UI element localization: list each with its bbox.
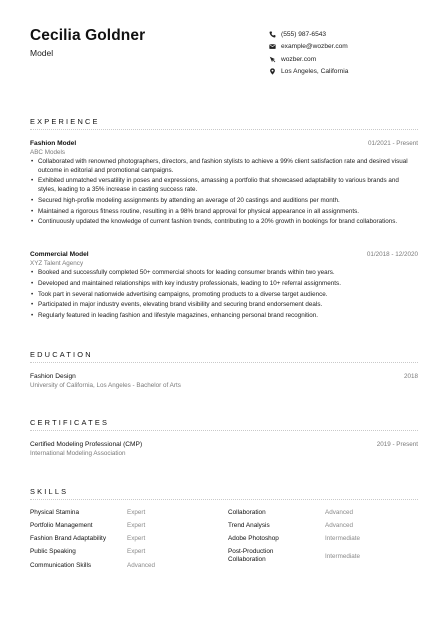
skill-name: Collaboration	[228, 509, 266, 516]
certificate-issuer: International Modeling Association	[30, 450, 126, 457]
list-item: • Took part in several nationwide advertising campaigns, promoting products to a diverse target audience.	[30, 291, 410, 300]
candidate-role: Model	[30, 48, 54, 58]
experience-divider	[30, 129, 418, 130]
link-icon	[268, 55, 276, 63]
skill-name: Adobe Photoshop	[228, 535, 279, 542]
education-date: 2018	[403, 373, 418, 380]
list-item: • Secured high-profile modeling assignments by attending an average of 20 castings and auditions per month.	[30, 197, 410, 206]
email-icon	[268, 43, 276, 51]
skill-level: Intermediate	[325, 553, 361, 560]
skills-divider	[30, 499, 418, 500]
certificates-heading: CERTIFICATES	[30, 418, 110, 427]
job-company-1: ABC Models	[30, 149, 65, 156]
skill-level: Expert	[127, 548, 146, 555]
education-divider	[30, 362, 418, 363]
skill-name: Post-Production Collaboration	[228, 548, 274, 563]
certificate-date: 2019 - Present	[376, 441, 418, 448]
contact-website	[268, 53, 348, 66]
education-school: University of California, Los Angeles - Bachelor of Arts	[30, 382, 181, 389]
job-title-1: Fashion Model	[30, 140, 77, 147]
skill-level: Advanced	[127, 562, 156, 569]
skill-name: Portfolio Management	[30, 522, 93, 529]
contact-location-text: Los Angeles, California	[281, 68, 349, 76]
contact-email-text[interactable]: example@wozber.com	[281, 43, 348, 51]
education-degree: Fashion Design	[30, 373, 76, 380]
phone-icon	[268, 30, 276, 38]
list-item: • Booked and successfully completed 50+ commercial shoots for leading consumer brands within two years.	[30, 269, 410, 278]
list-item: • Developed and maintained relationships with key industry professionals, leading to 10+ referral assignments.	[30, 280, 410, 289]
contact-phone-text[interactable]: (555) 987-6543	[281, 30, 327, 38]
skill-level: Advanced	[325, 522, 354, 529]
contact-list	[268, 28, 348, 78]
skill-level: Intermediate	[325, 535, 361, 542]
contact-website-text[interactable]: wozber.com	[281, 55, 317, 63]
skill-level: Advanced	[325, 509, 354, 516]
list-item: • Regularly featured in leading fashion and lifestyle magazines, enhancing personal brand recognition.	[30, 312, 410, 321]
list-item: • Maintained a rigorous fitness routine, resulting in a 98% brand approval for physical appearance in all assignments.	[30, 208, 410, 217]
candidate-name: Cecilia Goldner	[30, 27, 146, 44]
experience-heading: EXPERIENCE	[30, 117, 100, 126]
skills-heading: SKILLS	[30, 487, 69, 496]
list-item: • Exhibited unmatched versatility in poses and expressions, amassing a portfolio that showcased adaptability to various brands and styles, leading to a 35% increase in casting success rate.	[30, 177, 410, 194]
skill-name: Trend Analysis	[228, 522, 270, 529]
location-icon	[268, 68, 276, 76]
contact-location	[268, 66, 348, 79]
list-item: • Collaborated with renowned photographers, directors, and fashion stylists to achieve a 99% client satisfaction rate and desired visual outcome in editorial and promotional campaigns.	[30, 158, 410, 175]
skill-name: Communication Skills	[30, 562, 92, 569]
job-bullets-2	[30, 269, 410, 323]
skill-level: Expert	[127, 522, 146, 529]
skill-level: Expert	[127, 535, 146, 542]
job-company-2: XYZ Talent Agency	[30, 260, 84, 267]
certificates-divider	[30, 430, 418, 431]
contact-email	[268, 41, 348, 54]
job-date-2: 01/2018 - 12/2020	[366, 251, 418, 258]
certificate-name: Certified Modeling Professional (CMP)	[30, 441, 143, 448]
skill-name: Fashion Brand Adaptability	[30, 535, 107, 542]
education-heading: EDUCATION	[30, 350, 93, 359]
list-item: • Continuously updated the knowledge of current fashion trends, contributing to a 20% growth in bookings for brand collaborations.	[30, 218, 410, 227]
skill-name: Public Speaking	[30, 548, 76, 555]
skill-level: Expert	[127, 509, 146, 516]
skill-name: Physical Stamina	[30, 509, 80, 516]
contact-phone	[268, 28, 348, 41]
job-bullets-1	[30, 158, 410, 229]
job-date-1: 01/2021 - Present	[367, 140, 418, 147]
list-item: • Participated in major industry events, elevating brand visibility and securing brand endorsement deals.	[30, 301, 410, 310]
job-title-2: Commercial Model	[30, 251, 89, 258]
